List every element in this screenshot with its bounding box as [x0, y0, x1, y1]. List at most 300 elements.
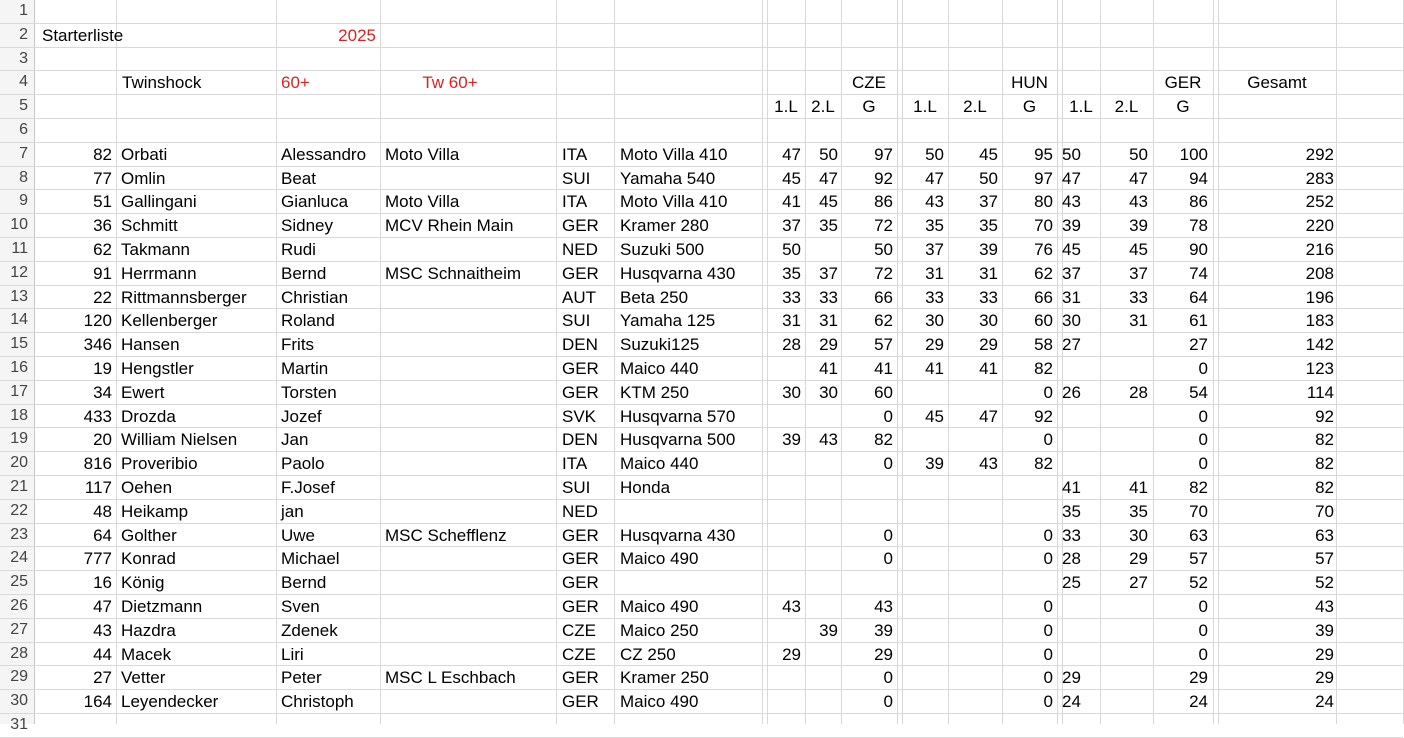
cell-ger-total[interactable]: 94: [1189, 169, 1208, 188]
cell-ger-total[interactable]: 0: [1198, 621, 1208, 640]
round-subheader[interactable]: 2.L: [1114, 97, 1139, 116]
cell-hun-r1[interactable]: 50: [925, 145, 944, 164]
cell-ger-total[interactable]: 82: [1189, 478, 1208, 497]
cell-ger-r2[interactable]: 35: [1129, 502, 1148, 521]
cell-hun-total[interactable]: 92: [1034, 407, 1053, 426]
cell-hun-total[interactable]: 0: [1043, 430, 1053, 449]
cell-ger-r1[interactable]: 45: [1062, 240, 1081, 259]
cell-ger-r1[interactable]: 37: [1062, 264, 1081, 283]
row-number[interactable]: 21: [10, 478, 28, 495]
cell-cze-total[interactable]: 0: [883, 407, 893, 426]
cell-firstname[interactable]: Jozef: [281, 407, 322, 426]
cell-lastname[interactable]: Heikamp: [121, 502, 189, 521]
cell-number[interactable]: 77: [93, 169, 112, 188]
cell-club[interactable]: MCV Rhein Main: [385, 216, 514, 235]
class-age[interactable]: 60+: [281, 73, 310, 92]
cell-firstname[interactable]: Gianluca: [281, 192, 349, 211]
cell-ger-total[interactable]: 0: [1198, 407, 1208, 426]
cell-grand-total[interactable]: 196: [1305, 288, 1334, 307]
round-subheader[interactable]: G: [862, 97, 876, 116]
cell-cze-total[interactable]: 82: [874, 430, 893, 449]
cell-firstname[interactable]: Martin: [281, 359, 329, 378]
cell-bike[interactable]: Suzuki 500: [620, 240, 705, 259]
cell-cze-r1[interactable]: 39: [782, 430, 801, 449]
row-number[interactable]: 27: [10, 621, 28, 638]
cell-hun-total[interactable]: 0: [1043, 383, 1053, 402]
cell-bike[interactable]: Maico 250: [620, 621, 699, 640]
cell-nation[interactable]: GER: [562, 216, 599, 235]
cell-ger-total[interactable]: 27: [1189, 335, 1208, 354]
cell-grand-total[interactable]: 220: [1305, 216, 1334, 235]
cell-number[interactable]: 19: [93, 359, 112, 378]
cell-grand-total[interactable]: 114: [1306, 383, 1334, 402]
cell-nation[interactable]: ITA: [562, 192, 588, 211]
total-header[interactable]: Gesamt: [1247, 73, 1307, 92]
cell-nation[interactable]: GER: [562, 597, 599, 616]
row-number[interactable]: 2: [19, 26, 28, 43]
cell-ger-r2[interactable]: 33: [1129, 288, 1148, 307]
cell-lastname[interactable]: Konrad: [121, 549, 176, 568]
cell-hun-r2[interactable]: 37: [979, 192, 998, 211]
cell-firstname[interactable]: Jan: [281, 430, 309, 449]
cell-ger-total[interactable]: 0: [1198, 597, 1208, 616]
cell-ger-r2[interactable]: 43: [1129, 192, 1148, 211]
cell-nation[interactable]: ITA: [562, 145, 588, 164]
cell-cze-r1[interactable]: 47: [782, 145, 801, 164]
cell-number[interactable]: 120: [83, 311, 112, 330]
cell-grand-total[interactable]: 208: [1305, 264, 1334, 283]
cell-hun-total[interactable]: 0: [1043, 645, 1053, 664]
cell-hun-r2[interactable]: 39: [979, 240, 998, 259]
cell-hun-total[interactable]: 82: [1034, 359, 1053, 378]
cell-number[interactable]: 16: [93, 573, 112, 592]
cell-hun-total[interactable]: 76: [1034, 240, 1053, 259]
cell-nation[interactable]: SVK: [562, 407, 597, 426]
cell-grand-total[interactable]: 52: [1315, 573, 1334, 592]
cell-hun-r1[interactable]: 31: [925, 264, 944, 283]
cell-cze-total[interactable]: 62: [874, 311, 893, 330]
cell-bike[interactable]: Maico 490: [620, 692, 699, 711]
cell-lastname[interactable]: Rittmannsberger: [121, 288, 247, 307]
cell-firstname[interactable]: Beat: [281, 169, 316, 188]
cell-number[interactable]: 816: [83, 454, 112, 473]
row-number[interactable]: 19: [10, 430, 28, 447]
cell-lastname[interactable]: Vetter: [121, 668, 166, 687]
cell-bike[interactable]: Maico 490: [620, 549, 699, 568]
row-number[interactable]: 31: [10, 716, 28, 733]
cell-ger-r1[interactable]: 35: [1062, 502, 1081, 521]
cell-lastname[interactable]: Ewert: [121, 383, 165, 402]
cell-lastname[interactable]: Macek: [121, 645, 172, 664]
cell-cze-total[interactable]: 50: [874, 240, 893, 259]
cell-cze-r2[interactable]: 30: [819, 383, 838, 402]
round-subheader[interactable]: G: [1022, 97, 1037, 116]
cell-bike[interactable]: KTM 250: [620, 383, 689, 402]
cell-ger-r1[interactable]: 31: [1062, 288, 1081, 307]
cell-cze-total[interactable]: 0: [883, 692, 893, 711]
cell-nation[interactable]: GER: [562, 692, 599, 711]
cell-ger-r1[interactable]: 29: [1062, 668, 1081, 687]
cell-cze-total[interactable]: 29: [874, 645, 893, 664]
cell-firstname[interactable]: Paolo: [281, 454, 325, 473]
cell-hun-total[interactable]: 0: [1043, 621, 1053, 640]
cell-ger-r2[interactable]: 37: [1129, 264, 1148, 283]
cell-ger-r1[interactable]: 50: [1062, 145, 1081, 164]
class-code[interactable]: Tw 60+: [422, 73, 478, 92]
cell-lastname[interactable]: Dietzmann: [121, 597, 203, 616]
cell-bike[interactable]: Husqvarna 430: [620, 264, 736, 283]
cell-cze-r2[interactable]: 31: [819, 311, 838, 330]
cell-nation[interactable]: GER: [562, 526, 599, 545]
cell-cze-r1[interactable]: 45: [782, 169, 801, 188]
cell-number[interactable]: 36: [93, 216, 112, 235]
cell-firstname[interactable]: Christoph: [281, 692, 354, 711]
cell-lastname[interactable]: Hazdra: [121, 621, 176, 640]
row-number[interactable]: 3: [19, 50, 28, 67]
cell-cze-total[interactable]: 0: [883, 549, 893, 568]
cell-ger-r1[interactable]: 47: [1062, 169, 1081, 188]
cell-hun-r2[interactable]: 31: [979, 264, 998, 283]
cell-club[interactable]: MSC Schnaitheim: [385, 264, 522, 283]
cell-hun-total[interactable]: 70: [1034, 216, 1053, 235]
cell-number[interactable]: 34: [93, 383, 112, 402]
cell-number[interactable]: 433: [83, 407, 112, 426]
cell-ger-r2[interactable]: 50: [1129, 145, 1148, 164]
cell-ger-total[interactable]: 29: [1189, 668, 1208, 687]
cell-hun-total[interactable]: 0: [1043, 668, 1053, 687]
cell-grand-total[interactable]: 39: [1315, 621, 1334, 640]
cell-ger-total[interactable]: 63: [1189, 526, 1208, 545]
cell-club[interactable]: MSC L Eschbach: [385, 668, 516, 687]
cell-firstname[interactable]: Michael: [281, 549, 340, 568]
cell-cze-r1[interactable]: 41: [782, 192, 801, 211]
cell-ger-total[interactable]: 74: [1189, 264, 1208, 283]
cell-cze-total[interactable]: 97: [874, 145, 893, 164]
cell-nation[interactable]: SUI: [562, 478, 591, 497]
cell-firstname[interactable]: Torsten: [281, 383, 337, 402]
cell-bike[interactable]: Husqvarna 570: [620, 407, 736, 426]
row-number[interactable]: 6: [19, 121, 28, 138]
cell-grand-total[interactable]: 43: [1315, 597, 1334, 616]
cell-hun-total[interactable]: 0: [1043, 526, 1053, 545]
cell-bike[interactable]: Moto Villa 410: [620, 145, 728, 164]
row-number[interactable]: 29: [10, 668, 28, 685]
cell-grand-total[interactable]: 29: [1315, 645, 1334, 664]
cell-cze-total[interactable]: 72: [874, 216, 893, 235]
cell-ger-r2[interactable]: 47: [1129, 169, 1148, 188]
cell-nation[interactable]: GER: [562, 668, 599, 687]
cell-hun-total[interactable]: 0: [1043, 549, 1053, 568]
cell-ger-r2[interactable]: 41: [1129, 478, 1148, 497]
cell-ger-total[interactable]: 64: [1189, 288, 1208, 307]
cell-hun-r1[interactable]: 35: [925, 216, 944, 235]
round-subheader[interactable]: 1.L: [1069, 97, 1093, 116]
cell-number[interactable]: 43: [93, 621, 112, 640]
cell-ger-r1[interactable]: 41: [1062, 478, 1081, 497]
cell-lastname[interactable]: Kellenberger: [121, 311, 218, 330]
cell-bike[interactable]: Maico 490: [620, 597, 699, 616]
cell-grand-total[interactable]: 82: [1315, 478, 1334, 497]
row-number[interactable]: 24: [10, 549, 28, 566]
cell-nation[interactable]: GER: [562, 264, 599, 283]
cell-bike[interactable]: Kramer 250: [620, 668, 709, 687]
cell-hun-r2[interactable]: 30: [979, 311, 998, 330]
cell-hun-r1[interactable]: 47: [925, 169, 944, 188]
cell-ger-total[interactable]: 100: [1179, 145, 1208, 164]
cell-ger-total[interactable]: 86: [1189, 192, 1208, 211]
cell-cze-total[interactable]: 72: [874, 264, 893, 283]
cell-cze-r2[interactable]: 35: [819, 216, 838, 235]
cell-number[interactable]: 777: [83, 549, 112, 568]
cell-grand-total[interactable]: 63: [1315, 526, 1334, 545]
class-name[interactable]: Twinshock: [122, 73, 202, 92]
cell-number[interactable]: 44: [93, 645, 112, 664]
cell-nation[interactable]: GER: [562, 359, 599, 378]
event-header-hun[interactable]: HUN: [1011, 73, 1048, 92]
cell-cze-r2[interactable]: 43: [819, 430, 838, 449]
cell-cze-r1[interactable]: 30: [782, 383, 801, 402]
cell-number[interactable]: 91: [93, 264, 112, 283]
cell-bike[interactable]: Beta 250: [620, 288, 689, 307]
cell-grand-total[interactable]: 29: [1315, 668, 1334, 687]
cell-lastname[interactable]: König: [121, 573, 165, 592]
cell-nation[interactable]: CZE: [562, 645, 596, 664]
cell-ger-total[interactable]: 0: [1198, 430, 1208, 449]
cell-nation[interactable]: GER: [562, 383, 599, 402]
cell-hun-r2[interactable]: 33: [979, 288, 998, 307]
cell-hun-total[interactable]: 82: [1034, 454, 1053, 473]
cell-ger-r2[interactable]: 29: [1129, 549, 1148, 568]
cell-nation[interactable]: AUT: [562, 288, 596, 307]
cell-ger-r1[interactable]: 43: [1062, 192, 1081, 211]
cell-hun-total[interactable]: 95: [1034, 145, 1053, 164]
round-subheader[interactable]: 2.L: [963, 97, 987, 116]
row-number[interactable]: 9: [19, 192, 28, 209]
cell-ger-total[interactable]: 61: [1189, 311, 1208, 330]
row-number[interactable]: 23: [10, 526, 28, 543]
cell-hun-total[interactable]: 66: [1034, 288, 1053, 307]
cell-bike[interactable]: Yamaha 540: [620, 169, 716, 188]
cell-cze-total[interactable]: 39: [874, 621, 893, 640]
cell-club[interactable]: Moto Villa: [385, 192, 460, 211]
cell-lastname[interactable]: Omlin: [121, 169, 166, 188]
cell-ger-r2[interactable]: 27: [1129, 573, 1148, 592]
cell-ger-r2[interactable]: 31: [1129, 311, 1148, 330]
cell-cze-total[interactable]: 43: [874, 597, 893, 616]
cell-bike[interactable]: Husqvarna 430: [620, 526, 736, 545]
cell-bike[interactable]: Suzuki125: [620, 335, 700, 354]
cell-bike[interactable]: Kramer 280: [620, 216, 709, 235]
row-number[interactable]: 22: [10, 502, 28, 519]
cell-firstname[interactable]: Zdenek: [281, 621, 338, 640]
cell-firstname[interactable]: Rudi: [281, 240, 316, 259]
cell-cze-r1[interactable]: 33: [782, 288, 801, 307]
cell-number[interactable]: 22: [93, 288, 112, 307]
cell-ger-r1[interactable]: 33: [1062, 526, 1081, 545]
cell-grand-total[interactable]: 70: [1315, 502, 1334, 521]
cell-firstname[interactable]: Uwe: [281, 526, 316, 545]
cell-lastname[interactable]: Takmann: [121, 240, 190, 259]
cell-hun-r2[interactable]: 35: [979, 216, 998, 235]
cell-grand-total[interactable]: 82: [1315, 454, 1334, 473]
cell-nation[interactable]: SUI: [562, 311, 591, 330]
cell-bike[interactable]: Husqvarna 500: [620, 430, 736, 449]
cell-cze-total[interactable]: 0: [883, 454, 893, 473]
cell-lastname[interactable]: Oehen: [121, 478, 173, 497]
cell-cze-total[interactable]: 0: [883, 526, 893, 545]
cell-ger-r1[interactable]: 28: [1062, 549, 1081, 568]
cell-hun-r1[interactable]: 29: [925, 335, 944, 354]
cell-firstname[interactable]: Sven: [281, 597, 320, 616]
cell-club[interactable]: MSC Schefflenz: [385, 526, 507, 545]
row-number[interactable]: 20: [10, 454, 28, 471]
row-number[interactable]: 17: [10, 383, 28, 400]
cell-number[interactable]: 47: [93, 597, 112, 616]
cell-number[interactable]: 51: [93, 192, 112, 211]
cell-grand-total[interactable]: 292: [1305, 145, 1334, 164]
cell-ger-total[interactable]: 70: [1189, 502, 1208, 521]
cell-lastname[interactable]: Schmitt: [121, 216, 178, 235]
cell-ger-r1[interactable]: 30: [1062, 311, 1081, 330]
cell-lastname[interactable]: Drozda: [121, 407, 176, 426]
cell-hun-total[interactable]: 60: [1034, 311, 1053, 330]
cell-nation[interactable]: GER: [562, 573, 599, 592]
row-number[interactable]: 5: [19, 97, 28, 114]
cell-ger-r2[interactable]: 45: [1129, 240, 1148, 259]
cell-nation[interactable]: DEN: [562, 430, 598, 449]
cell-hun-r1[interactable]: 30: [925, 311, 944, 330]
cell-ger-total[interactable]: 52: [1189, 573, 1208, 592]
cell-number[interactable]: 48: [93, 502, 112, 521]
cell-cze-r2[interactable]: 41: [819, 359, 838, 378]
cell-hun-r2[interactable]: 41: [979, 359, 998, 378]
cell-ger-r2[interactable]: 30: [1129, 526, 1148, 545]
cell-cze-total[interactable]: 92: [874, 169, 893, 188]
row-number[interactable]: 28: [10, 645, 28, 662]
cell-hun-r1[interactable]: 33: [925, 288, 944, 307]
cell-hun-r1[interactable]: 45: [925, 407, 944, 426]
cell-grand-total[interactable]: 142: [1305, 335, 1334, 354]
cell-ger-r2[interactable]: 28: [1129, 383, 1148, 402]
cell-hun-r2[interactable]: 45: [979, 145, 998, 164]
cell-lastname[interactable]: Proveribio: [121, 454, 198, 473]
row-number[interactable]: 13: [10, 288, 28, 305]
row-number[interactable]: 12: [10, 264, 28, 281]
cell-cze-r1[interactable]: 37: [782, 216, 801, 235]
cell-cze-total[interactable]: 57: [874, 335, 893, 354]
cell-lastname[interactable]: William Nielsen: [121, 430, 238, 449]
cell-hun-r1[interactable]: 37: [925, 240, 944, 259]
cell-firstname[interactable]: Peter: [281, 668, 322, 687]
cell-nation[interactable]: ITA: [562, 454, 588, 473]
cell-lastname[interactable]: Herrmann: [121, 264, 197, 283]
row-number[interactable]: 4: [19, 73, 28, 90]
row-number[interactable]: 8: [19, 169, 28, 186]
cell-ger-r1[interactable]: 39: [1062, 216, 1081, 235]
cell-lastname[interactable]: Orbati: [121, 145, 168, 164]
cell-ger-total[interactable]: 24: [1189, 692, 1208, 711]
cell-hun-total[interactable]: 97: [1034, 169, 1053, 188]
cell-bike[interactable]: Moto Villa 410: [620, 192, 728, 211]
cell-ger-total[interactable]: 78: [1189, 216, 1208, 235]
cell-cze-r1[interactable]: 43: [782, 597, 801, 616]
cell-ger-total[interactable]: 0: [1198, 645, 1208, 664]
cell-hun-total[interactable]: 80: [1034, 192, 1053, 211]
row-number[interactable]: 7: [19, 145, 28, 162]
row-number[interactable]: 25: [10, 573, 28, 590]
cell-firstname[interactable]: Alessandro: [281, 145, 367, 164]
row-number[interactable]: 11: [11, 240, 28, 257]
cell-lastname[interactable]: Hengstler: [121, 359, 194, 378]
cell-bike[interactable]: Yamaha 125: [620, 311, 716, 330]
cell-number[interactable]: 346: [83, 335, 112, 354]
row-number[interactable]: 14: [10, 311, 28, 328]
cell-cze-r1[interactable]: 31: [782, 311, 801, 330]
cell-firstname[interactable]: jan: [281, 502, 304, 521]
cell-firstname[interactable]: Frits: [281, 335, 315, 354]
cell-cze-r2[interactable]: 37: [819, 264, 838, 283]
cell-cze-r2[interactable]: 45: [819, 192, 838, 211]
cell-cze-r2[interactable]: 50: [819, 145, 838, 164]
cell-grand-total[interactable]: 82: [1315, 430, 1334, 449]
cell-nation[interactable]: DEN: [562, 335, 598, 354]
cell-ger-total[interactable]: 0: [1198, 454, 1208, 473]
season-year[interactable]: 2025: [338, 26, 376, 45]
cell-bike[interactable]: Honda: [620, 478, 671, 497]
cell-hun-total[interactable]: 0: [1043, 597, 1053, 616]
cell-hun-r1[interactable]: 39: [925, 454, 944, 473]
cell-hun-r2[interactable]: 29: [979, 335, 998, 354]
cell-grand-total[interactable]: 252: [1305, 192, 1334, 211]
cell-grand-total[interactable]: 57: [1315, 549, 1334, 568]
row-number[interactable]: 26: [10, 597, 28, 614]
cell-cze-r1[interactable]: 35: [782, 264, 801, 283]
cell-grand-total[interactable]: 24: [1315, 692, 1334, 711]
cell-firstname[interactable]: Roland: [281, 311, 335, 330]
cell-grand-total[interactable]: 123: [1305, 359, 1334, 378]
cell-bike[interactable]: Maico 440: [620, 454, 699, 473]
cell-ger-total[interactable]: 54: [1189, 383, 1208, 402]
cell-hun-total[interactable]: 0: [1043, 692, 1053, 711]
cell-number[interactable]: 164: [83, 692, 112, 711]
cell-lastname[interactable]: Hansen: [121, 335, 180, 354]
cell-cze-r2[interactable]: 47: [819, 169, 838, 188]
cell-nation[interactable]: CZE: [562, 621, 596, 640]
cell-cze-r2[interactable]: 29: [819, 335, 838, 354]
sheet-title[interactable]: Starterliste: [42, 26, 124, 45]
row-number[interactable]: 10: [10, 216, 28, 233]
cell-firstname[interactable]: Bernd: [281, 573, 327, 592]
cell-hun-r2[interactable]: 47: [979, 407, 998, 426]
cell-cze-total[interactable]: 66: [874, 288, 893, 307]
cell-firstname[interactable]: Christian: [281, 288, 349, 307]
row-number[interactable]: 1: [19, 2, 28, 19]
round-subheader[interactable]: 2.L: [811, 97, 835, 116]
cell-nation[interactable]: GER: [562, 549, 599, 568]
cell-firstname[interactable]: Liri: [281, 645, 304, 664]
cell-nation[interactable]: NED: [562, 240, 598, 259]
row-number[interactable]: 16: [10, 359, 28, 376]
cell-ger-total[interactable]: 0: [1198, 359, 1208, 378]
cell-number[interactable]: 117: [84, 478, 112, 497]
cell-number[interactable]: 20: [93, 430, 112, 449]
cell-grand-total[interactable]: 183: [1305, 311, 1334, 330]
cell-ger-r1[interactable]: 26: [1062, 383, 1081, 402]
cell-grand-total[interactable]: 216: [1305, 240, 1334, 259]
row-number[interactable]: 18: [10, 407, 28, 424]
cell-cze-r2[interactable]: 39: [819, 621, 838, 640]
cell-number[interactable]: 64: [93, 526, 112, 545]
